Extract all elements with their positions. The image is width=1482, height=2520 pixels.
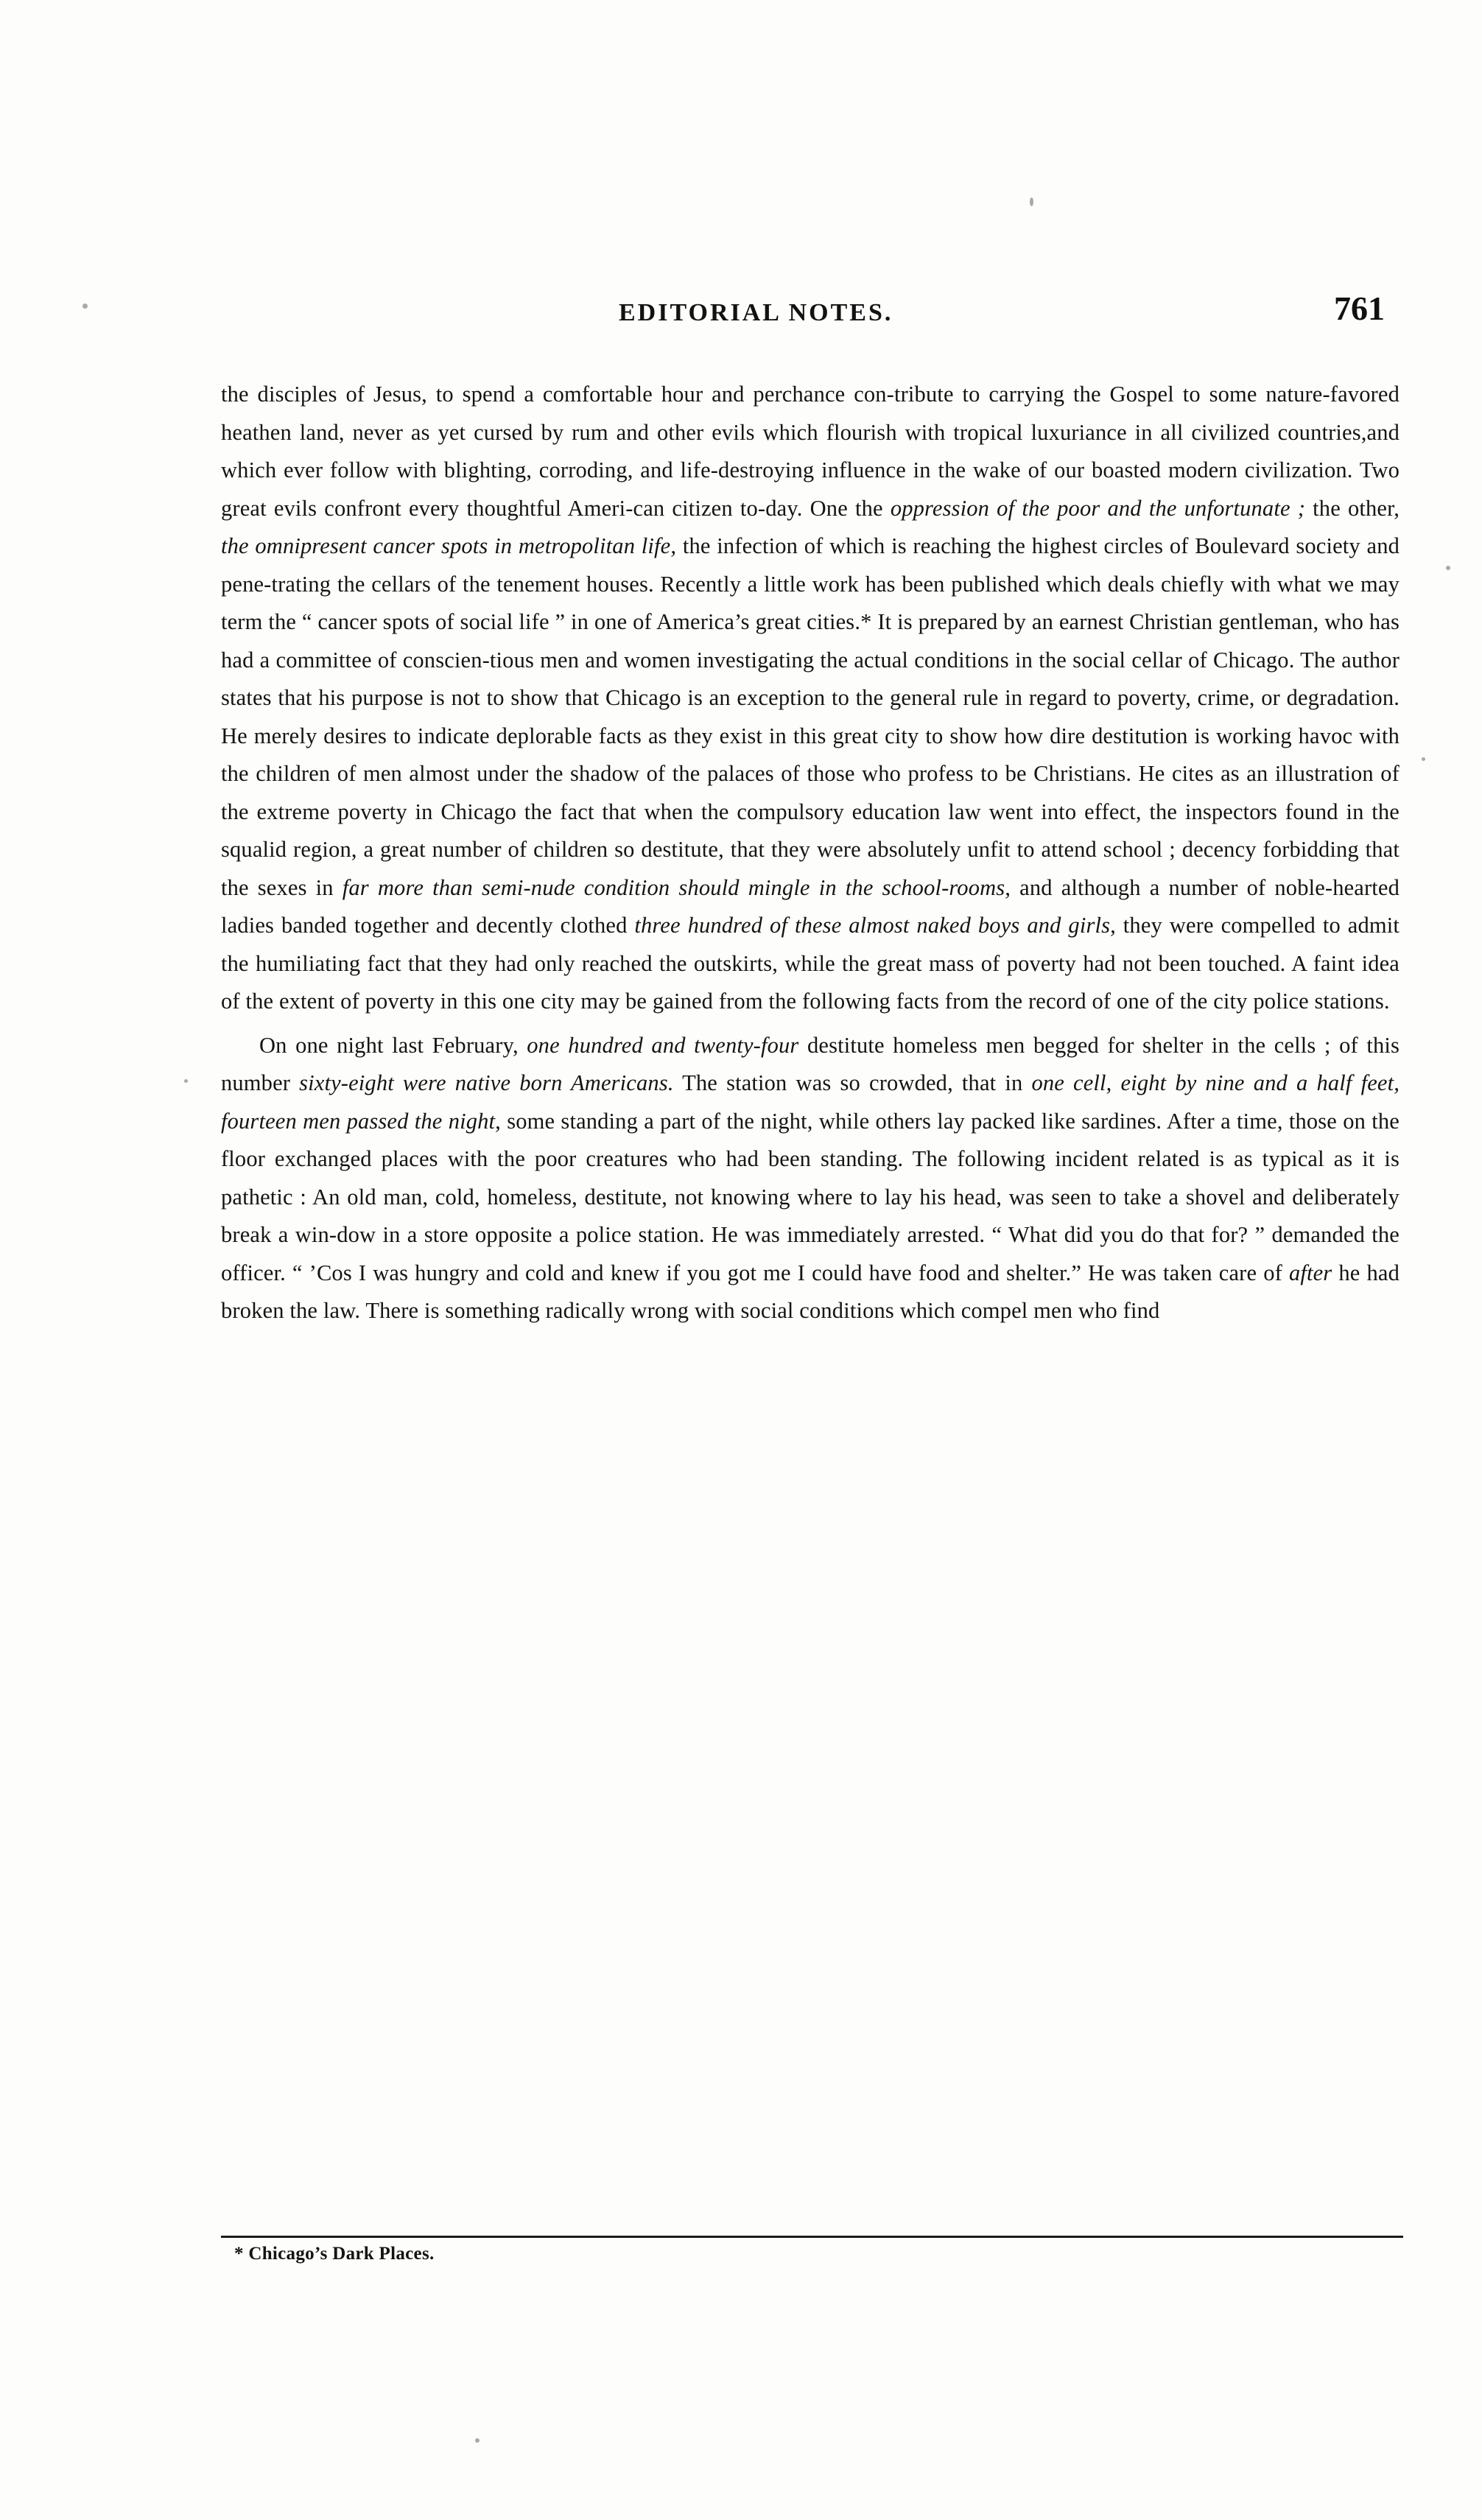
paper-speck [1446, 566, 1450, 570]
para1-emphasis-1: oppression of the poor and the unfortunate ; [890, 495, 1306, 521]
para1-run5: they were compelled to admit the humiliating fact that they had only reached the outskirts, while the great mass of poverty had not been touched. A faint idea of the extent of poverty in this one city may be gained from the following facts from the record of one of the city police stations. [221, 913, 1400, 1014]
para2-run2: destitute homeless men begged for shelter in the cells ; of this number [221, 1032, 1400, 1095]
paragraph-2 [221, 1027, 1400, 1330]
footnote-text: * Chicago’s Dark Places. [234, 2244, 435, 2264]
para2-run5: he had broken the law. There is something radically wrong with social conditions which compel men who find [221, 1260, 1400, 1323]
para1-emphasis-3: far more than semi-nude condition should mingle in the school-rooms, [342, 874, 1011, 900]
running-head: EDITORIAL NOTES. [619, 299, 893, 326]
page-header [214, 289, 1392, 339]
para2-emphasis-1: one hundred and twenty-four [527, 1032, 799, 1058]
para2-emphasis-4: after [1288, 1260, 1332, 1285]
para2-emphasis-3: one cell, eight by nine and a half feet, fourteen men passed the night, [221, 1070, 1400, 1134]
para1-emphasis-4: three hundred of these almost naked boys and girls, [634, 913, 1116, 938]
para2-run1: On one night last February, [259, 1032, 527, 1058]
para1-run2: the other, [1305, 495, 1400, 521]
para2-emphasis-2: sixty-eight were native born Americans. [299, 1070, 674, 1095]
paragraph-1 [221, 376, 1400, 1021]
para1-run1: the disciples of Jesus, to spend a comfortable hour and perchance con-tribute to carrying the Gospel to some nature-favored heathen land, never as yet cursed by rum and other evils which flourish with tropical luxuriance in all civilized countries,and which ever follow with blighting, corroding, and life-destroying influence in the wake of our boasted modern civilization. Two great evils confront every thoughtful Ameri-can citizen to-day. One the [221, 382, 1400, 521]
page-number: 761 [1334, 289, 1385, 327]
para1-run4: and although a number of noble-hearted ladies banded together and decently clothed [221, 874, 1400, 938]
paper-speck [475, 2438, 480, 2443]
para2-run3: The station was so crowded, that in [673, 1070, 1032, 1095]
paper-speck [184, 1079, 188, 1083]
paper-speck [1422, 757, 1425, 761]
paper-speck [1030, 197, 1033, 206]
para2-run4: some standing a part of the night, while others lay packed like sardines. After a time, those on the floor exchanged places with the poor creatures who had been standing. The following incident related is as typical as it is pathetic : An old man, cold, homeless, destitute, not knowing where to lay his head, was seen to take a shovel and deliberately break a win-dow in a store opposite a police station. He was immediately arrested. “ What did you do that for? ” demanded the officer. “ ’Cos I was hungry and cold and knew if you got me I could have food and shelter.” He was taken care of [221, 1108, 1400, 1285]
para1-emphasis-2: the omnipresent cancer spots in metropolitan life, [221, 533, 677, 558]
body-text-column [221, 376, 1400, 1330]
paper-speck [82, 303, 88, 309]
footnote-divider [221, 2236, 1403, 2238]
para1-run3: the infection of which is reaching the highest circles of Boulevard society and pene-trating the cellars of the tenement houses. Recently a little work has been published which deals chiefly with what we may term the “ cancer spots of social life ” in one of America’s great cities.* It is prepared by an earnest Christian gentleman, who has had a committee of conscien-tious men and women investigating the actual conditions in the social cellar of Chicago. The author states that his purpose is not to show that Chicago is an exception to the general rule in regard to poverty, crime, or degradation. He merely desires to indicate deplorable facts as they exist in this great city to show how dire destitution is working havoc with the children of men almost under the shadow of the palaces of those who profess to be Christians. He cites as an illustration of the extreme poverty in Chicago the fact that when the compulsory education law went into effect, the inspectors found in the squalid region, a great number of children so destitute, that they were absolutely unfit to attend school ; decency forbidding that the sexes in [221, 533, 1400, 900]
